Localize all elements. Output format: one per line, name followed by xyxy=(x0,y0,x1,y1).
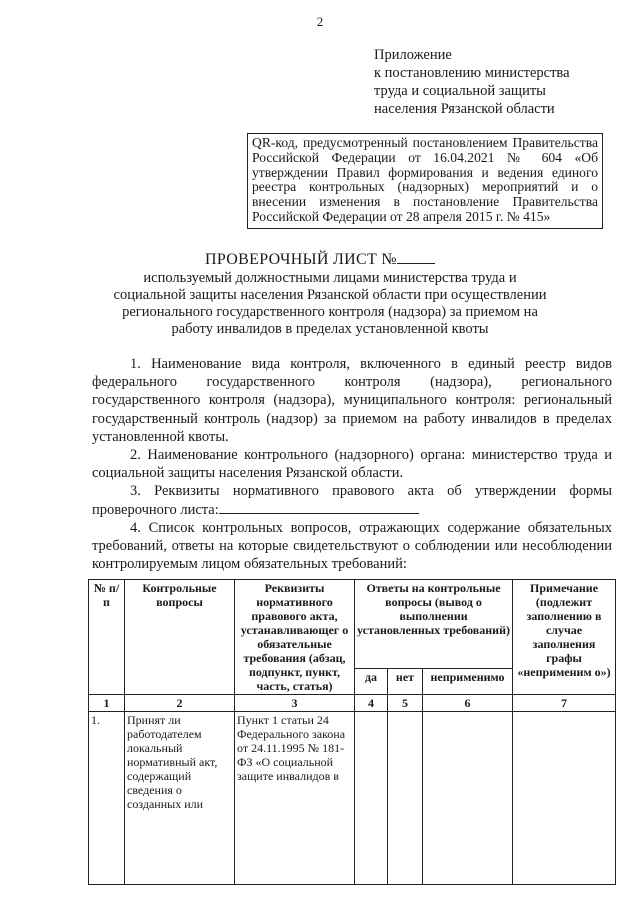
annex-header xyxy=(374,46,614,118)
paragraph-1: 1. Наименование вида контроля, включенного в единый реестр видов федерального государственного контроля (надзора), регионального государственного контроля (надзора), муниципального контроля: региональный государственный контроль (надзор) за приемом на работу инвалидов в пределах установленной квоты. xyxy=(92,356,612,445)
column-number: 5 xyxy=(388,695,423,712)
title-text: ПРОВЕРОЧНЫЙ ЛИСТ № xyxy=(205,251,397,268)
row-yes-cell[interactable] xyxy=(355,712,388,885)
header-num: № п/п xyxy=(89,580,125,695)
column-number: 7 xyxy=(513,695,616,712)
paragraph-2: 2. Наименование контрольного (надзорного) органа: министерство труда и социальной защиты населения Рязанской области. xyxy=(92,447,612,482)
annex-line: к постановлению министерства xyxy=(374,65,570,81)
paragraph-3 xyxy=(92,482,612,518)
annex-line: Приложение xyxy=(374,47,452,63)
header-yes: да xyxy=(355,669,388,695)
column-number: 1 xyxy=(89,695,125,712)
column-number: 3 xyxy=(235,695,355,712)
annex-line: населения Рязанской области xyxy=(374,101,555,117)
column-number: 2 xyxy=(125,695,235,712)
page-number: 2 xyxy=(316,14,324,29)
header-note: Примечание (подлежит заполнению в случае заполнения графы «неприменим о») xyxy=(513,580,616,695)
table-row xyxy=(89,712,616,885)
body-text xyxy=(92,355,612,573)
qr-code-box: QR-код, предусмотренный постановлением Правительства Российской Федерации от 16.04.2021 № 604 «Об утверждении Правил формирования и ведения единого реестра контрольных (надзорных) мероприятий и о внесении изменения в постановление Правительства Российской Федерации от 28 апреля 2015 г. № 415» xyxy=(247,133,603,229)
title-number-blank xyxy=(397,251,435,264)
requisites-fill-line xyxy=(219,501,419,514)
document-subtitle: используемый должностными лицами министерства труда и социальной защиты населения Рязанской области при осуществлении регионального государственного контроля (надзора) за приемом на работу инвалидов в пределах установленной квоты xyxy=(113,270,547,337)
annex-line: труда и социальной защиты xyxy=(374,83,546,99)
paragraph-3-text: 3. Реквизиты нормативного правового акта об утверждении формы проверочного листа: xyxy=(92,483,612,518)
row-no-cell[interactable] xyxy=(388,712,423,885)
row-na-cell[interactable] xyxy=(423,712,513,885)
paragraph-4: 4. Список контрольных вопросов, отражающих содержание обязательных требований, ответы на которые свидетельствуют о соблюдении или несоблюдении контролируемым лицом обязательных требований: xyxy=(92,519,612,573)
checklist-table xyxy=(88,579,616,885)
column-numbers-row xyxy=(89,695,616,712)
row-question: Принят ли работодателем локальный нормативный акт, содержащий сведения о созданных или xyxy=(125,712,235,885)
row-note-cell[interactable] xyxy=(513,712,616,885)
row-num: 1. xyxy=(89,712,125,885)
header-requisites: Реквизиты нормативного правового акта, устанавливающег о обязательные требования (абзац, подпункт, пункт, часть, статья) xyxy=(235,580,355,695)
header-no: нет xyxy=(388,669,423,695)
row-requisite: Пункт 1 статьи 24 Федерального закона от 24.11.1995 № 181-ФЗ «О социальной защите инвалидов в xyxy=(235,712,355,885)
column-number: 4 xyxy=(355,695,388,712)
header-na: неприменимо xyxy=(423,669,513,695)
header-questions: Контрольные вопросы xyxy=(125,580,235,695)
header-answers: Ответы на контрольные вопросы (вывод о выполнении установленных требований) xyxy=(355,580,513,669)
column-number: 6 xyxy=(423,695,513,712)
document-title xyxy=(0,251,640,269)
